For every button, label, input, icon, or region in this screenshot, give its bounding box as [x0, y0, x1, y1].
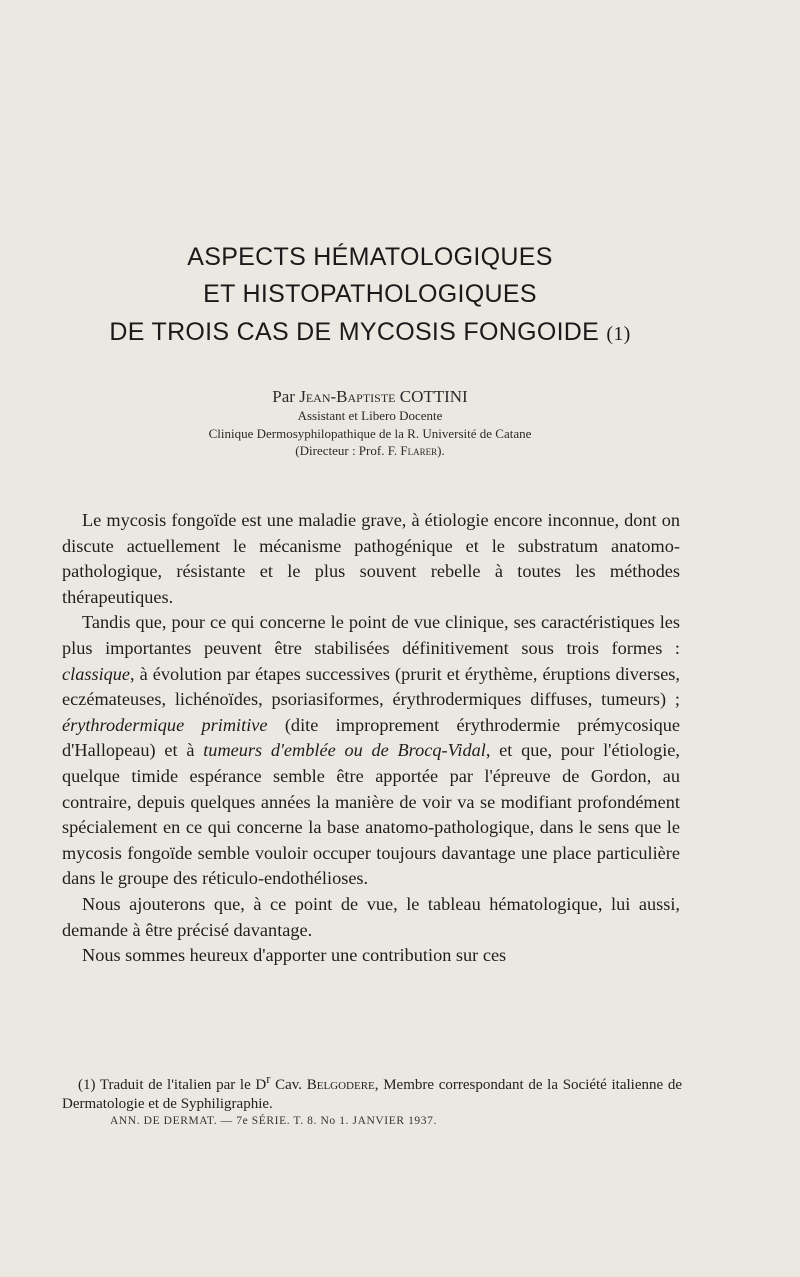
p2-text-c: (dite improprement érythrodermie prémycosique d'Hallopeau) et à [62, 714, 680, 761]
title-line-1: ASPECTS HÉMATOLOGIQUES [187, 243, 553, 271]
director-suffix: ). [437, 443, 445, 458]
author-last-name: COTTINI [399, 387, 468, 406]
footnote-translator: Belgodere [306, 1077, 375, 1093]
footnote-text-c: , Membre correspondant de la Société italienne de Dermatologie et de Syphiligraphie. [62, 1077, 682, 1112]
paragraph-1: Le mycosis fongoïde est une maladie grave, à étiologie encore inconnue, dont on discute actuellement le mécanisme pathogénique et le substratum anatomo-pathologique, résistante et le plus souvent rebelle à toutes les méthodes thérapeutiques. [62, 510, 680, 607]
paragraph-2 [62, 610, 680, 892]
p2-emphasis-classique: classique [62, 663, 131, 684]
p2-text-a: Tandis que, pour ce qui concerne le point de vue clinique, ses caractéristiques les plus importantes peuvent être stabilisées définitivement sous trois formes : [62, 612, 680, 658]
paragraph-3: Nous ajouterons que, à ce point de vue, le tableau hématologique, lui aussi, demande à être précisé davantage. [62, 893, 680, 940]
paragraph-4: Nous sommes heureux d'apporter une contribution sur ces [82, 945, 507, 966]
title-line-2: ET HISTOPATHOLOGIQUES [203, 280, 537, 308]
journal-reference: ANN. DE DERMAT. — 7e SÉRIE. T. 8. No 1. JANVIER 1937. [110, 1115, 437, 1127]
byline-position: Assistant et Libero Docente [297, 408, 443, 423]
footnote-sup: r [266, 1072, 271, 1086]
p2-emphasis-tumeurs: tumeurs d'emblée ou de Brocq-Vidal [203, 740, 486, 761]
byline-par: Par [272, 387, 295, 406]
director-name: Flarer [400, 443, 438, 458]
article-body [62, 508, 680, 969]
author-first-name: Jean-Baptiste [299, 387, 396, 406]
title-line-3 [0, 318, 740, 347]
footnote [62, 1070, 682, 1114]
p2-text-d: , et que, pour l'étiologie, quelque timide espérance semble être apportée par l'épreuve de Gordon, au contraire, depuis quelques années la manière de voir va se modifiant profondément spécialement en ce qui concerne la base anatomo-pathologique, dans le sens que le mycosis fongoïde semble vouloir occuper toujours davantage une place particulière dans le groupe des réticulo-endothélioses. [62, 740, 680, 889]
director-prefix: (Directeur : Prof. F. [295, 443, 398, 458]
footnote-text [62, 1070, 682, 1114]
p2-emphasis-erythrodermique: érythrodermique primitive [62, 714, 268, 735]
title-footnote-ref: (1) [606, 323, 631, 345]
footnote-text-b: Cav. [270, 1077, 307, 1093]
byline-director [0, 443, 740, 459]
footnote-text-a: (1) Traduit de l'italien par le D [78, 1077, 267, 1093]
byline-author [0, 387, 740, 407]
title-line-3-text: DE TROIS CAS DE MYCOSIS FONGOIDE [109, 318, 600, 346]
byline-institution: Clinique Dermosyphilopathique de la R. Université de Catane [208, 426, 532, 441]
p2-text-b: , à évolution par étapes successives (prurit et érythème, éruptions diverses, eczémateuses, lichénoïdes, psoriasiformes, érythrodermiques diffuses, tumeurs) ; [62, 663, 680, 710]
